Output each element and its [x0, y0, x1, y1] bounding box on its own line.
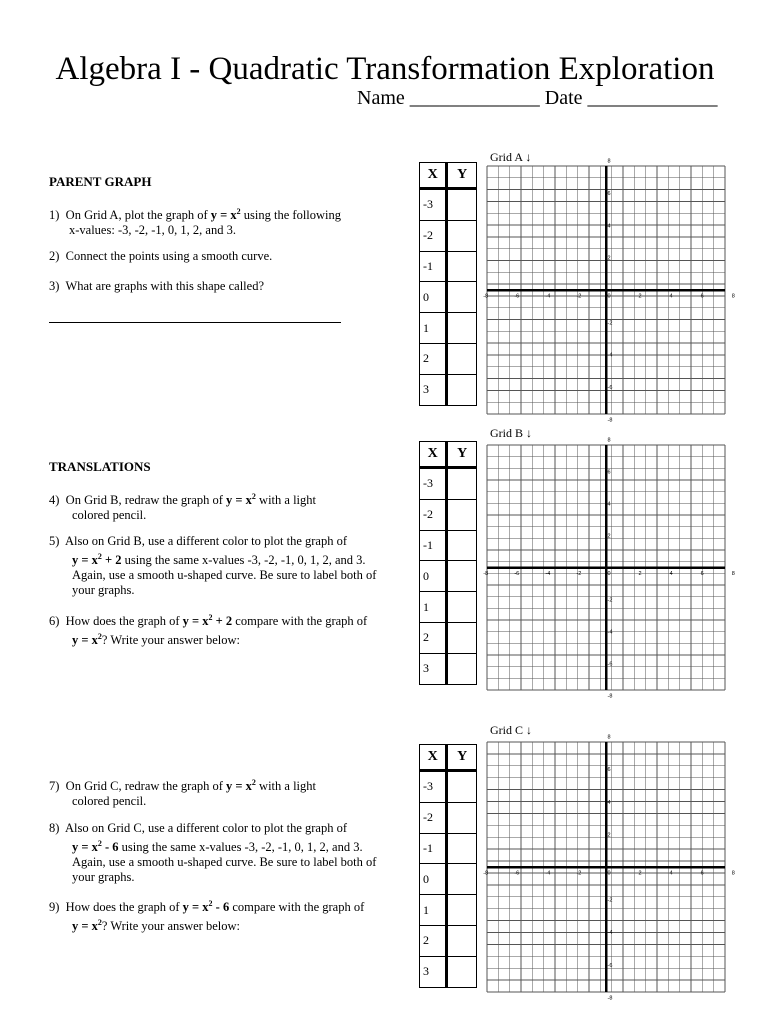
page-title: Algebra I - Quadratic Transformation Exploration	[55, 51, 715, 87]
y-value-cell[interactable]	[447, 251, 477, 282]
table-row	[420, 374, 477, 405]
table-row	[420, 220, 477, 251]
y-tick-label: 2	[607, 255, 611, 262]
answer-line	[49, 322, 341, 323]
y-tick-label: -2	[607, 597, 613, 604]
table-row	[420, 592, 477, 623]
y-tick-label: -8	[607, 693, 613, 700]
question-2: 2) Connect the points using a smooth curve.	[49, 249, 273, 263]
x-value-cell: -2	[420, 499, 447, 530]
y-value-cell[interactable]	[447, 189, 477, 221]
question-6: 6) How does the graph of $y = x^2 + 2$ compare with the graph of $y = x^2$? Write your answer below:	[49, 613, 368, 648]
coordinate-grid-c[interactable]	[483, 734, 735, 1002]
x-tick-label: -2	[576, 293, 582, 300]
x-tick-label: 8	[731, 293, 735, 300]
x-tick-label: -4	[545, 870, 551, 877]
question-7: 7) On Grid C, redraw the graph of $y = x^2$ with a light colored pencil.	[49, 778, 316, 809]
x-value-cell: 0	[420, 864, 447, 895]
x-value-cell: -1	[420, 251, 447, 282]
y-value-cell[interactable]	[447, 833, 477, 864]
section-heading-parent-graph: PARENT GRAPH	[49, 174, 152, 189]
table-row	[420, 653, 477, 684]
y-tick-label: 6	[607, 469, 611, 476]
y-tick-label: -6	[607, 962, 613, 969]
y-value-cell[interactable]	[447, 313, 477, 344]
y-value-cell[interactable]	[447, 895, 477, 926]
y-value-cell[interactable]	[447, 468, 477, 500]
y-tick-label: -2	[607, 897, 613, 904]
y-value-cell[interactable]	[447, 622, 477, 653]
table-header-x: X	[420, 163, 447, 189]
x-tick-label: 4	[669, 293, 673, 300]
y-value-cell[interactable]	[447, 925, 477, 956]
x-value-cell: 2	[420, 343, 447, 374]
table-row	[420, 251, 477, 282]
x-value-cell: 1	[420, 592, 447, 623]
x-value-cell: 3	[420, 956, 447, 987]
y-tick-label: 4	[607, 223, 611, 230]
x-value-cell: -3	[420, 189, 447, 221]
name-date-line: Name _____________ Date _____________	[357, 87, 718, 109]
section-heading-translations: TRANSLATIONS	[49, 459, 151, 474]
y-tick-label: 4	[607, 799, 611, 806]
question-4: 4) On Grid B, redraw the graph of $y = x^2$ with a light colored pencil.	[49, 492, 316, 523]
x-value-cell: 3	[420, 374, 447, 405]
y-value-cell[interactable]	[447, 282, 477, 313]
x-value-cell: -2	[420, 802, 447, 833]
x-value-cell: -1	[420, 530, 447, 561]
x-tick-label: -6	[514, 293, 520, 300]
y-value-cell[interactable]	[447, 771, 477, 803]
table-row	[420, 561, 477, 592]
table-header-y: Y	[447, 442, 477, 468]
y-tick-label: -4	[607, 629, 613, 636]
table-row	[420, 956, 477, 987]
table-header-y: Y	[447, 745, 477, 771]
question-9: 9) How does the graph of $y = x^2 - 6$ compare with the graph of $y = x^2$? Write your answer below:	[49, 899, 365, 934]
x-value-cell: -3	[420, 771, 447, 803]
x-tick-label: 2	[638, 870, 642, 877]
x-tick-label: -2	[576, 571, 582, 577]
coordinate-grid-a[interactable]	[483, 158, 735, 424]
table-row	[420, 771, 477, 803]
grid-c-label: Grid C ↓	[490, 723, 532, 737]
x-tick-label: -8	[483, 293, 489, 300]
grid-a-label: Grid A ↓	[490, 150, 532, 164]
x-tick-label: -4	[545, 571, 551, 577]
y-value-cell[interactable]	[447, 802, 477, 833]
table-row	[420, 189, 477, 221]
xy-table-b	[419, 441, 477, 685]
table-row	[420, 530, 477, 561]
y-tick-label: 8	[607, 158, 611, 165]
x-tick-label: 6	[700, 870, 704, 877]
x-tick-label: 6	[700, 571, 704, 577]
y-tick-label: 6	[607, 767, 611, 774]
table-row	[420, 833, 477, 864]
y-value-cell[interactable]	[447, 864, 477, 895]
x-tick-label: 0	[607, 870, 611, 877]
y-tick-label: 2	[607, 533, 611, 540]
x-tick-label: 0	[607, 571, 611, 577]
y-tick-label: -2	[607, 320, 613, 327]
x-value-cell: 1	[420, 313, 447, 344]
y-tick-label: 8	[607, 437, 611, 444]
table-header-x: X	[420, 442, 447, 468]
x-value-cell: 2	[420, 622, 447, 653]
question-5: 5) Also on Grid B, use a different color to plot the graph of $y = x^2 + 2$ using the same x-values -3, -2, -1, 0, 1, 2, and 3. Again, use a smooth u-shaped curve. Be sure to label both of your graphs.	[49, 534, 377, 598]
y-value-cell[interactable]	[447, 561, 477, 592]
x-value-cell: 0	[420, 282, 447, 313]
table-row	[420, 802, 477, 833]
x-tick-label: 4	[669, 870, 673, 877]
x-tick-label: 6	[700, 293, 704, 300]
x-value-cell: -1	[420, 833, 447, 864]
grid-b-label: Grid B ↓	[490, 426, 532, 440]
table-row	[420, 622, 477, 653]
y-value-cell[interactable]	[447, 343, 477, 374]
y-tick-label: 4	[607, 501, 611, 508]
y-tick-label: -6	[607, 661, 613, 668]
table-row	[420, 864, 477, 895]
x-value-cell: 3	[420, 653, 447, 684]
table-row	[420, 499, 477, 530]
x-value-cell: 2	[420, 925, 447, 956]
y-tick-label: -4	[607, 930, 613, 937]
x-tick-label: 2	[638, 571, 642, 577]
table-header-y: Y	[447, 163, 477, 189]
y-value-cell[interactable]	[447, 956, 477, 987]
table-row	[420, 895, 477, 926]
x-tick-label: 4	[669, 571, 673, 577]
y-tick-label: 8	[607, 734, 611, 741]
question-3: 3) What are graphs with this shape called?	[49, 279, 264, 293]
x-tick-label: -2	[576, 870, 582, 877]
coordinate-grid-b[interactable]	[483, 437, 735, 700]
table-header-x: X	[420, 745, 447, 771]
y-tick-label: -4	[607, 352, 613, 359]
x-value-cell: -2	[420, 220, 447, 251]
y-value-cell[interactable]	[447, 499, 477, 530]
y-value-cell[interactable]	[447, 530, 477, 561]
xy-table-a	[419, 162, 477, 406]
y-value-cell[interactable]	[447, 653, 477, 684]
y-tick-label: 2	[607, 832, 611, 839]
y-value-cell[interactable]	[447, 374, 477, 405]
y-value-cell[interactable]	[447, 592, 477, 623]
y-tick-label: 6	[607, 190, 611, 197]
y-tick-label: -8	[607, 995, 613, 1002]
question-8: 8) Also on Grid C, use a different color to plot the graph of $y = x^2 - 6$ using the same x-values -3, -2, -1, 0, 1, 2, and 3. Again, use a smooth u-shaped curve. Be sure to label both of your graphs.	[49, 821, 377, 885]
x-value-cell: -3	[420, 468, 447, 500]
question-1: 1) On Grid A, plot the graph of $y = x^2$ using the following x-values: -3, -2, -1, 0, 1, 2, and 3.	[49, 207, 342, 238]
x-tick-label: 2	[638, 293, 642, 300]
x-tick-label: 8	[731, 870, 735, 877]
x-tick-label: -4	[545, 293, 551, 300]
y-value-cell[interactable]	[447, 220, 477, 251]
x-tick-label: -6	[514, 571, 520, 577]
x-tick-label: -8	[483, 571, 489, 577]
table-row	[420, 282, 477, 313]
table-row	[420, 468, 477, 500]
xy-table-c	[419, 744, 477, 988]
table-row	[420, 313, 477, 344]
x-tick-label: -8	[483, 870, 489, 877]
x-value-cell: 1	[420, 895, 447, 926]
x-tick-label: 0	[607, 293, 611, 300]
y-tick-label: -6	[607, 385, 613, 392]
x-value-cell: 0	[420, 561, 447, 592]
table-row	[420, 925, 477, 956]
x-tick-label: -6	[514, 870, 520, 877]
y-tick-label: -8	[607, 417, 613, 424]
x-tick-label: 8	[731, 571, 735, 577]
table-row	[420, 343, 477, 374]
